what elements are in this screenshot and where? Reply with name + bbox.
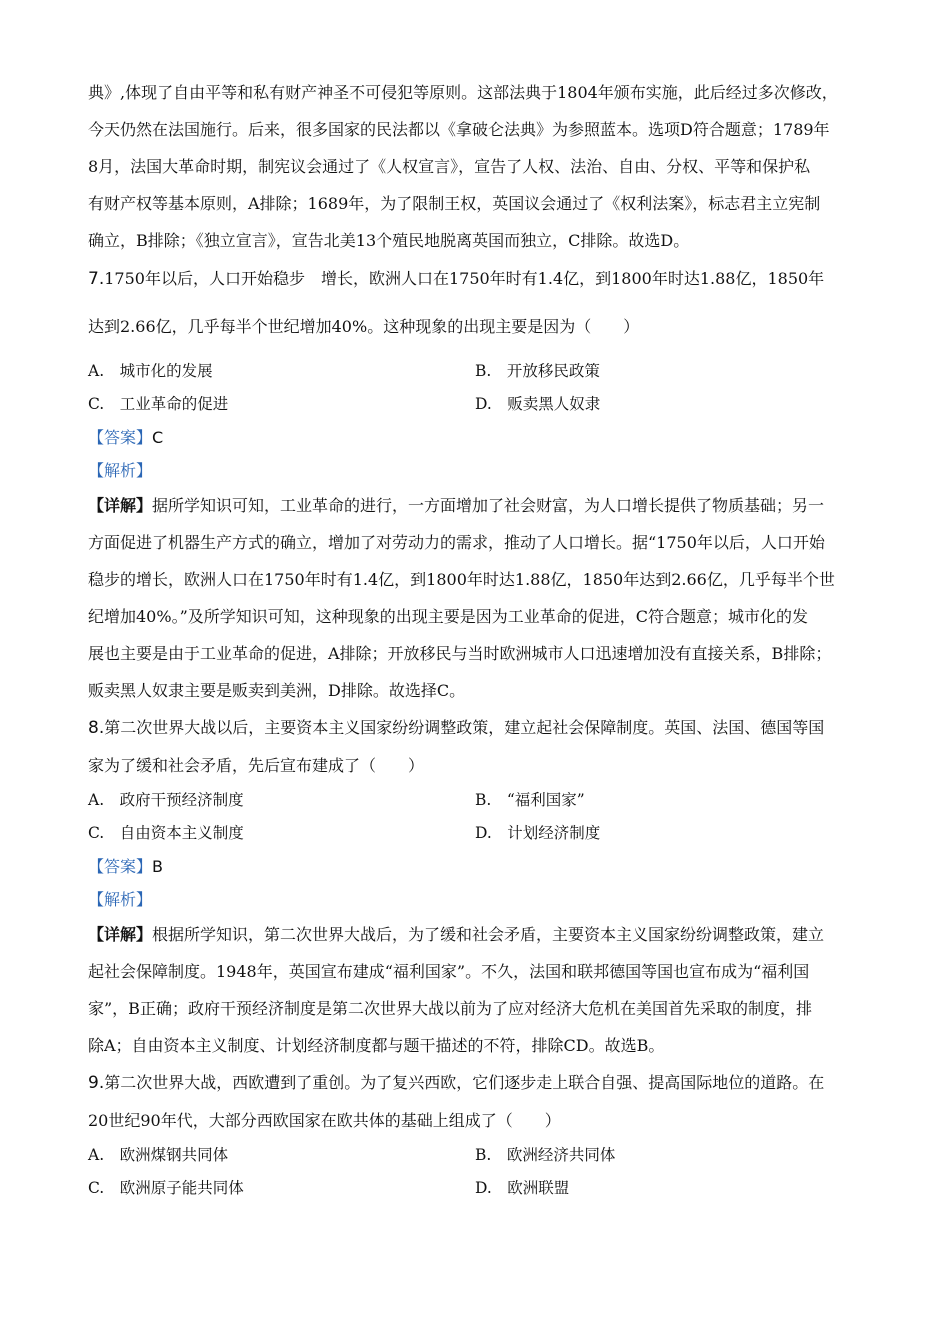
detail-line: 纪增加40%。”及所学知识可知，这种现象的出现主要是因为工业革命的促进，C符合题意；城市化的发: [88, 607, 808, 626]
option-b: B. 欧洲经济共同体: [475, 1146, 616, 1164]
option-c: C. 欧洲原子能共同体: [88, 1179, 244, 1197]
question-text: 第二次世界大战以后，主要资本主义国家纷纷调整政策，建立起社会保障制度。英国、法国、德国等国: [104, 718, 825, 737]
detail-line: 起社会保障制度。1948年，英国宣布建成“福利国家”。不久，法国和联邦德国等国也宣布成为“福利国: [88, 962, 810, 981]
detail-line: 贩卖黑人奴隶主要是贩卖到美洲，D排除。故选择C。: [88, 681, 466, 700]
detail-line: 除A；自由资本主义制度、计划经济制度都与题干描述的不符，排除CD。故选B。: [88, 1036, 665, 1055]
text-line: 有财产权等基本原则，A排除；1689年，为了限制王权，英国议会通过了《权利法案》，标志君主立宪制: [88, 194, 821, 213]
question-stem-line: [88, 1064, 878, 1102]
detail-line: 展也主要是由于工业革命的促进，A排除；开放移民与当时欧洲城市人口迅速增加没有直接关系，B排除；: [88, 644, 832, 663]
options-grid: [88, 784, 878, 850]
option-c: C. 工业革命的促进: [88, 395, 229, 413]
question-9: [88, 1064, 878, 1205]
prev-explanation: [88, 74, 878, 259]
question-8: [88, 709, 878, 1064]
options-grid: [88, 355, 878, 421]
text-line: 典》,体现了自由平等和私有财产神圣不可侵犯等原则。这部法典于1804年颁布实施，此后经过多次修改，: [88, 83, 838, 102]
answer-line: [88, 850, 878, 883]
analysis-tag: 【解析】: [88, 890, 153, 909]
question-7: [88, 259, 878, 709]
option-d: D. 贩卖黑人奴隶: [475, 395, 601, 413]
detail-line: 方面促进了机器生产方式的确立，增加了对劳动力的需求，推动了人口增长。据“1750年以后，人口开始: [88, 533, 825, 552]
option-b: B. 开放移民政策: [475, 362, 600, 380]
question-number: 7.: [88, 269, 105, 289]
detail-block: [88, 487, 878, 709]
detail-text: 据所学知识可知，工业革命的进行，一方面增加了社会财富，为人口增长提供了物质基础；另一: [152, 496, 825, 515]
option-d: D. 欧洲联盟: [475, 1179, 570, 1197]
answer-value: B: [152, 857, 163, 876]
answer-tag: 【答案】: [88, 857, 153, 876]
detail-text: 根据所学知识，第二次世界大战后，为了缓和社会矛盾，主要资本主义国家纷纷调整政策，建立: [152, 925, 825, 944]
options-grid: [88, 1139, 878, 1205]
option-d: D. 计划经济制度: [475, 824, 601, 842]
answer-line: [88, 421, 878, 454]
detail-line: 稳步的增长，欧洲人口在1750年时有1.4亿，到1800年时达1.88亿，1850年达到2.66亿，几乎每半个世: [88, 570, 835, 589]
detail-line: [88, 916, 878, 953]
question-stem-line: 家为了缓和社会矛盾，先后宣布建成了（ ）: [88, 756, 425, 775]
question-stem-line: [88, 259, 878, 299]
answer-value: C: [152, 428, 164, 447]
detail-line: 家”，B正确；政府干预经济制度是第二次世界大战以前为了应对经济大危机在美国首先采取的制度，排: [88, 999, 812, 1018]
answer-tag: 【答案】: [88, 428, 153, 447]
question-stem-line: 20世纪90年代，大部分西欧国家在欧共体的基础上组成了（ ）: [88, 1111, 561, 1130]
option-c: C. 自由资本主义制度: [88, 824, 244, 842]
text-line: 8月，法国大革命时期，制宪议会通过了《人权宣言》，宣告了人权、法治、自由、分权、平等和保护私: [88, 157, 811, 176]
detail-tag: 【详解】: [88, 925, 153, 944]
question-text: 1750年以后，人口开始稳步 增长，欧洲人口在1750年时有1.4亿，到1800年时达1.88亿，1850年: [104, 269, 825, 288]
question-text: 第二次世界大战，西欧遭到了重创。为了复兴西欧，它们逐步走上联合自强、提高国际地位的道路。在: [104, 1073, 825, 1092]
detail-tag: 【详解】: [88, 496, 153, 515]
detail-block: [88, 916, 878, 1064]
question-number: 8.: [88, 718, 105, 738]
question-stem-line: [88, 709, 878, 747]
option-a: A. 欧洲煤钢共同体: [88, 1146, 229, 1164]
text-line: 今天仍然在法国施行。后来，很多国家的民法都以《拿破仑法典》为参照蓝本。选项D符合题意；1789年: [88, 120, 830, 139]
text-line: 确立，B排除；《独立宣言》，宣告北美13个殖民地脱离英国而独立，C排除。故选D。: [88, 231, 690, 250]
option-a: A. 城市化的发展: [88, 362, 213, 380]
analysis-tag: 【解析】: [88, 461, 153, 480]
question-stem-line: 达到2.66亿，几乎每半个世纪增加40%。这种现象的出现主要是因为（ ）: [88, 317, 640, 336]
option-a: A. 政府干预经济制度: [88, 791, 244, 809]
option-b: B. “福利国家”: [475, 791, 585, 809]
question-number: 9.: [88, 1073, 105, 1093]
document-page: [88, 74, 878, 1205]
detail-line: [88, 487, 878, 524]
